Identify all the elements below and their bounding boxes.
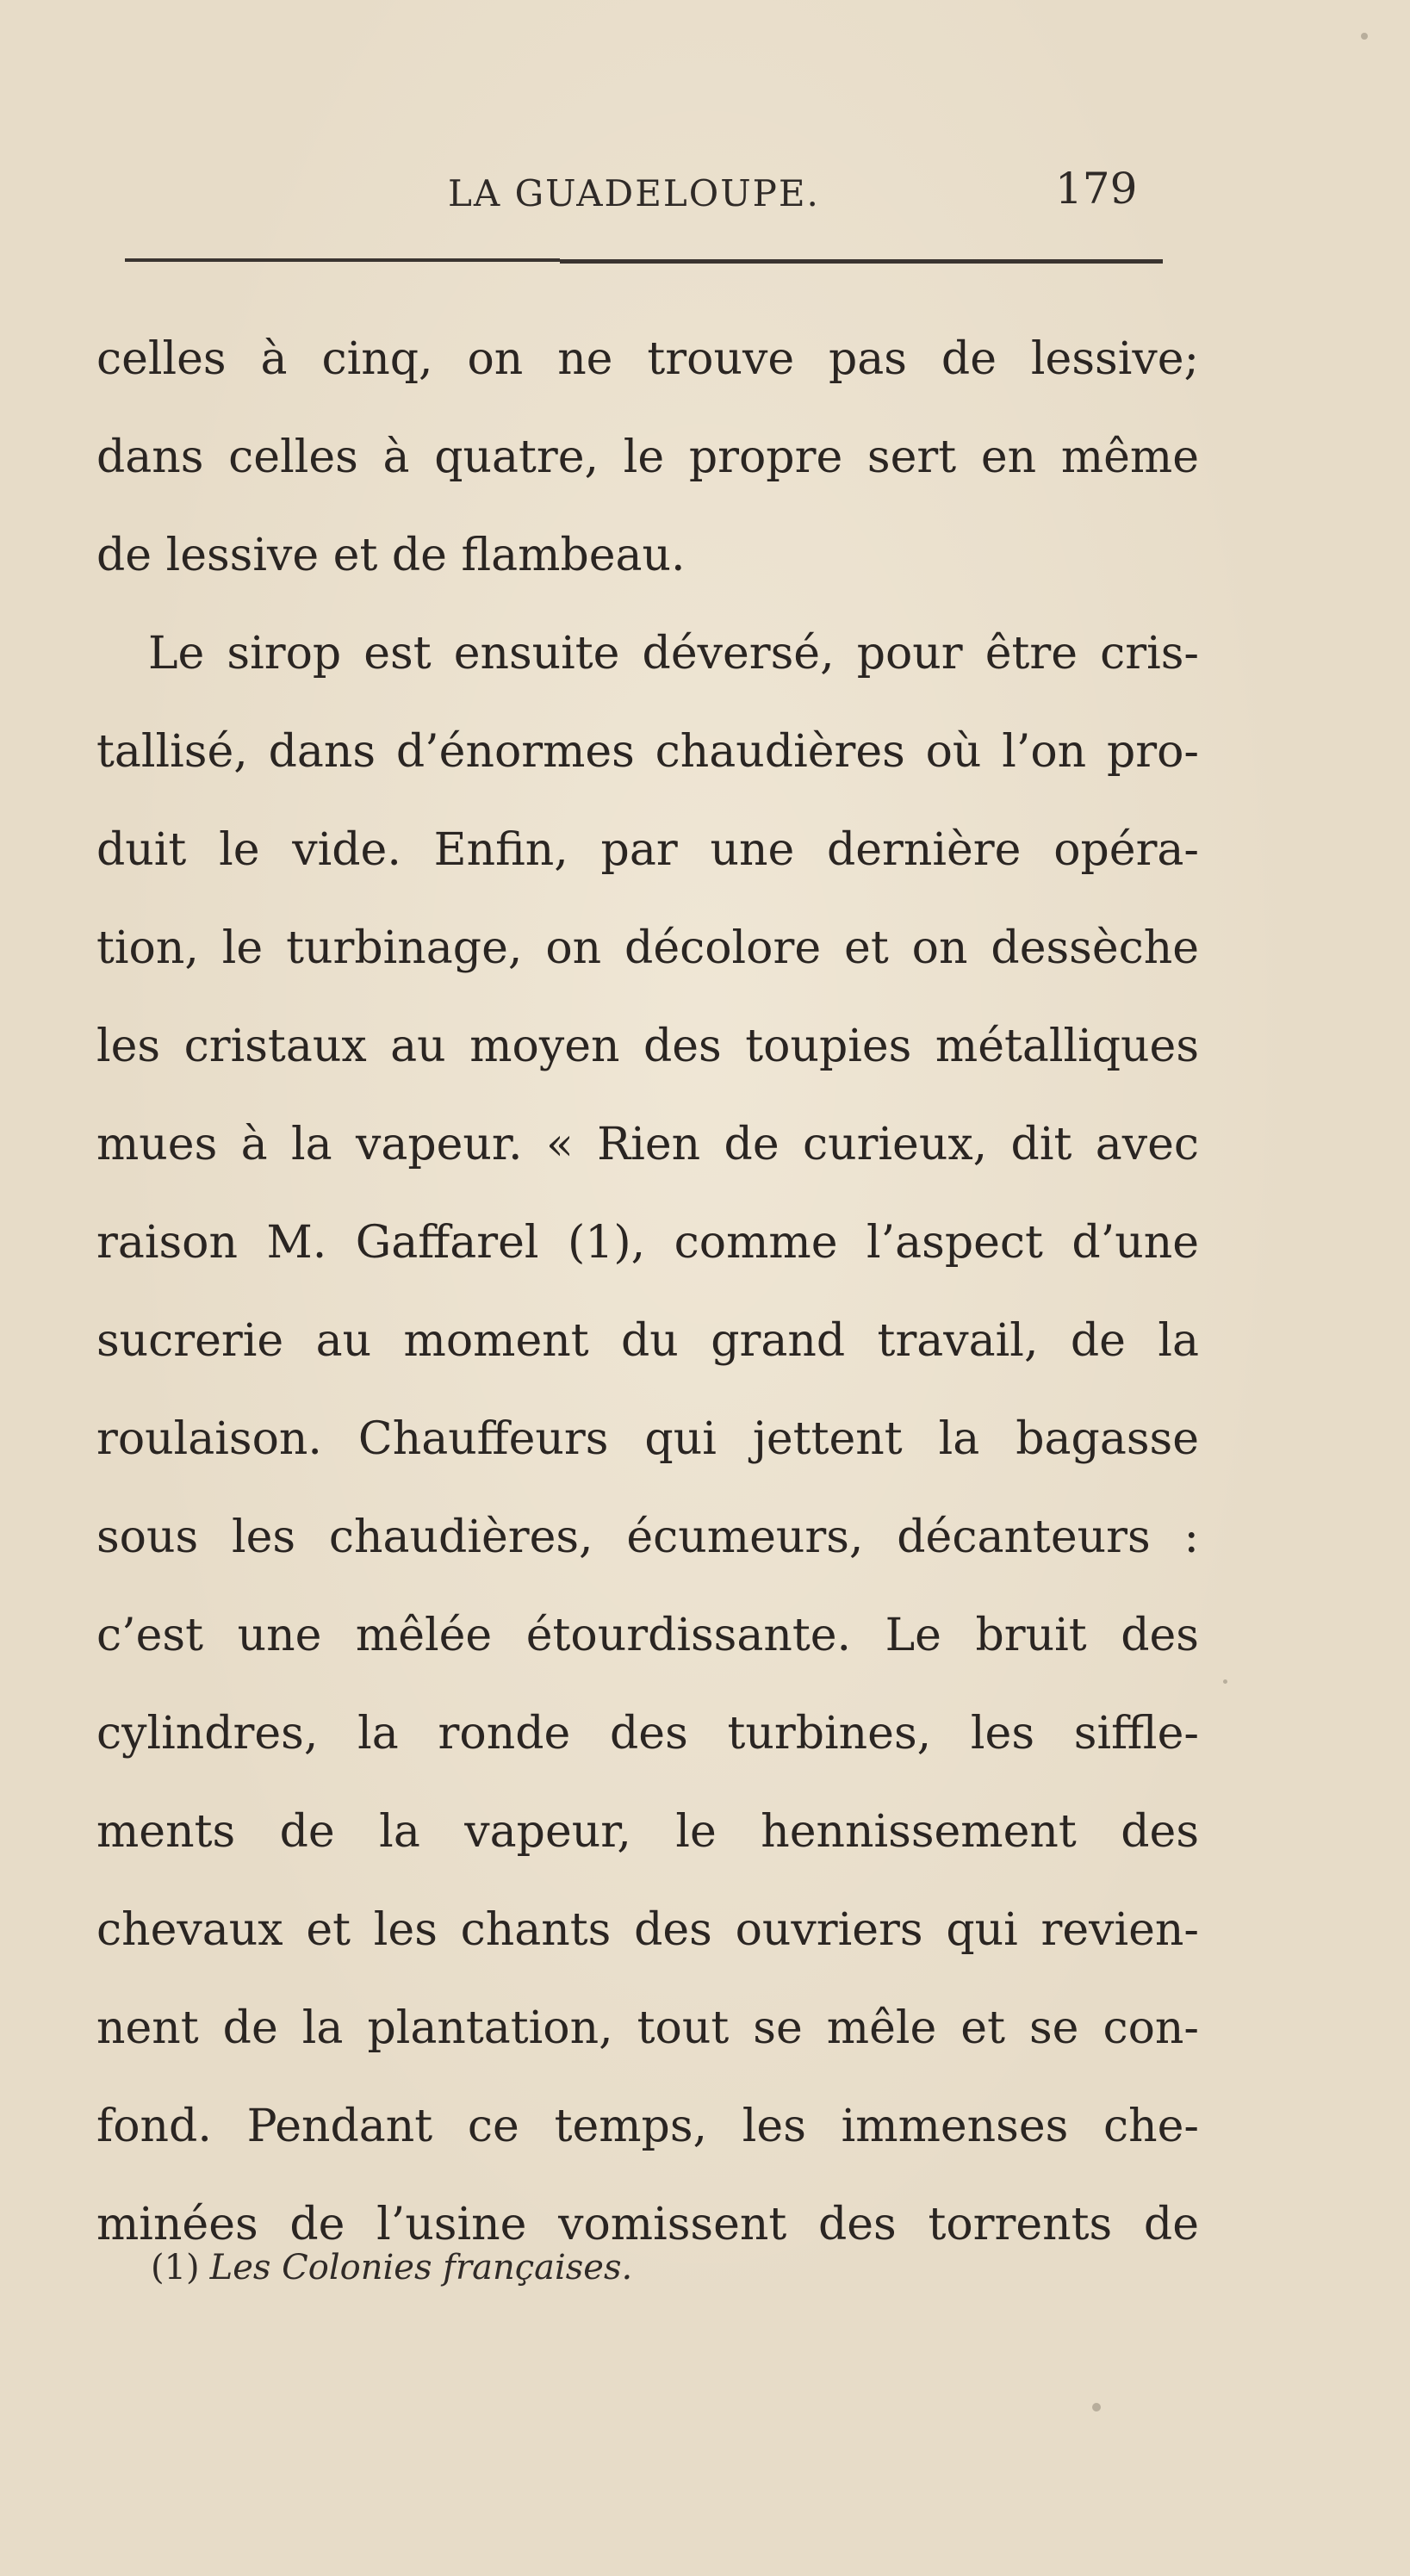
paper-speck bbox=[1092, 2403, 1101, 2412]
text-line-1: celles à cinq, on ne trouve pas de lessive; bbox=[96, 333, 1199, 385]
text-line-2: dans celles à quatre, le propre sert en même bbox=[96, 431, 1199, 483]
paper-speck bbox=[1361, 33, 1368, 40]
text-line-8: les cristaux au moyen des toupies métalliques bbox=[96, 1021, 1199, 1072]
text-line-12: roulaison. Chauffeurs qui jettent la bagasse bbox=[96, 1413, 1199, 1465]
text-line-9: mues à la vapeur. « Rien de curieux, dit avec bbox=[96, 1119, 1199, 1170]
text-line-6: duit le vide. Enfin, par une dernière opéra- bbox=[96, 824, 1199, 876]
running-title: LA GUADELOUPE. bbox=[448, 172, 820, 214]
text-line-4: Le sirop est ensuite déversé, pour être cris- bbox=[148, 628, 1199, 680]
text-line-10: raison M. Gaffarel (1), comme l’aspect d’une bbox=[96, 1217, 1199, 1269]
text-line-20: minées de l’usine vomissent des torrents de bbox=[96, 2199, 1199, 2250]
footnote-mark: (1) bbox=[151, 2248, 200, 2287]
text-line-11: sucrerie au moment du grand travail, de la bbox=[96, 1315, 1199, 1367]
running-head bbox=[0, 164, 1410, 224]
text-line-14: c’est une mêlée étourdissante. Le bruit des bbox=[96, 1610, 1199, 1661]
header-rule-right bbox=[560, 259, 1163, 264]
text-line-19: fond. Pendant ce temps, les immenses che- bbox=[96, 2101, 1199, 2152]
text-line-13: sous les chaudières, écumeurs, décanteurs : bbox=[96, 1511, 1199, 1563]
text-line-5: tallisé, dans d’énormes chaudières où l’on pro- bbox=[96, 726, 1199, 778]
text-line-17: chevaux et les chants des ouvriers qui revien- bbox=[96, 1904, 1199, 1956]
page-number: 179 bbox=[1055, 164, 1138, 214]
footnote bbox=[151, 2248, 632, 2287]
text-line-18: nent de la plantation, tout se mêle et se con- bbox=[96, 2002, 1199, 2054]
body-text bbox=[96, 310, 1199, 2274]
header-rule-left bbox=[125, 258, 560, 262]
text-line-15: cylindres, la ronde des turbines, les siffle- bbox=[96, 1708, 1199, 1760]
footnote-text: Les Colonies françaises. bbox=[209, 2248, 633, 2287]
text-line-7: tion, le turbinage, on décolore et on dessèche bbox=[96, 922, 1199, 974]
text-line-16: ments de la vapeur, le hennissement des bbox=[96, 1806, 1199, 1858]
text-line-3: de lessive et de flambeau. bbox=[96, 530, 686, 581]
paper-speck bbox=[1223, 1679, 1227, 1684]
